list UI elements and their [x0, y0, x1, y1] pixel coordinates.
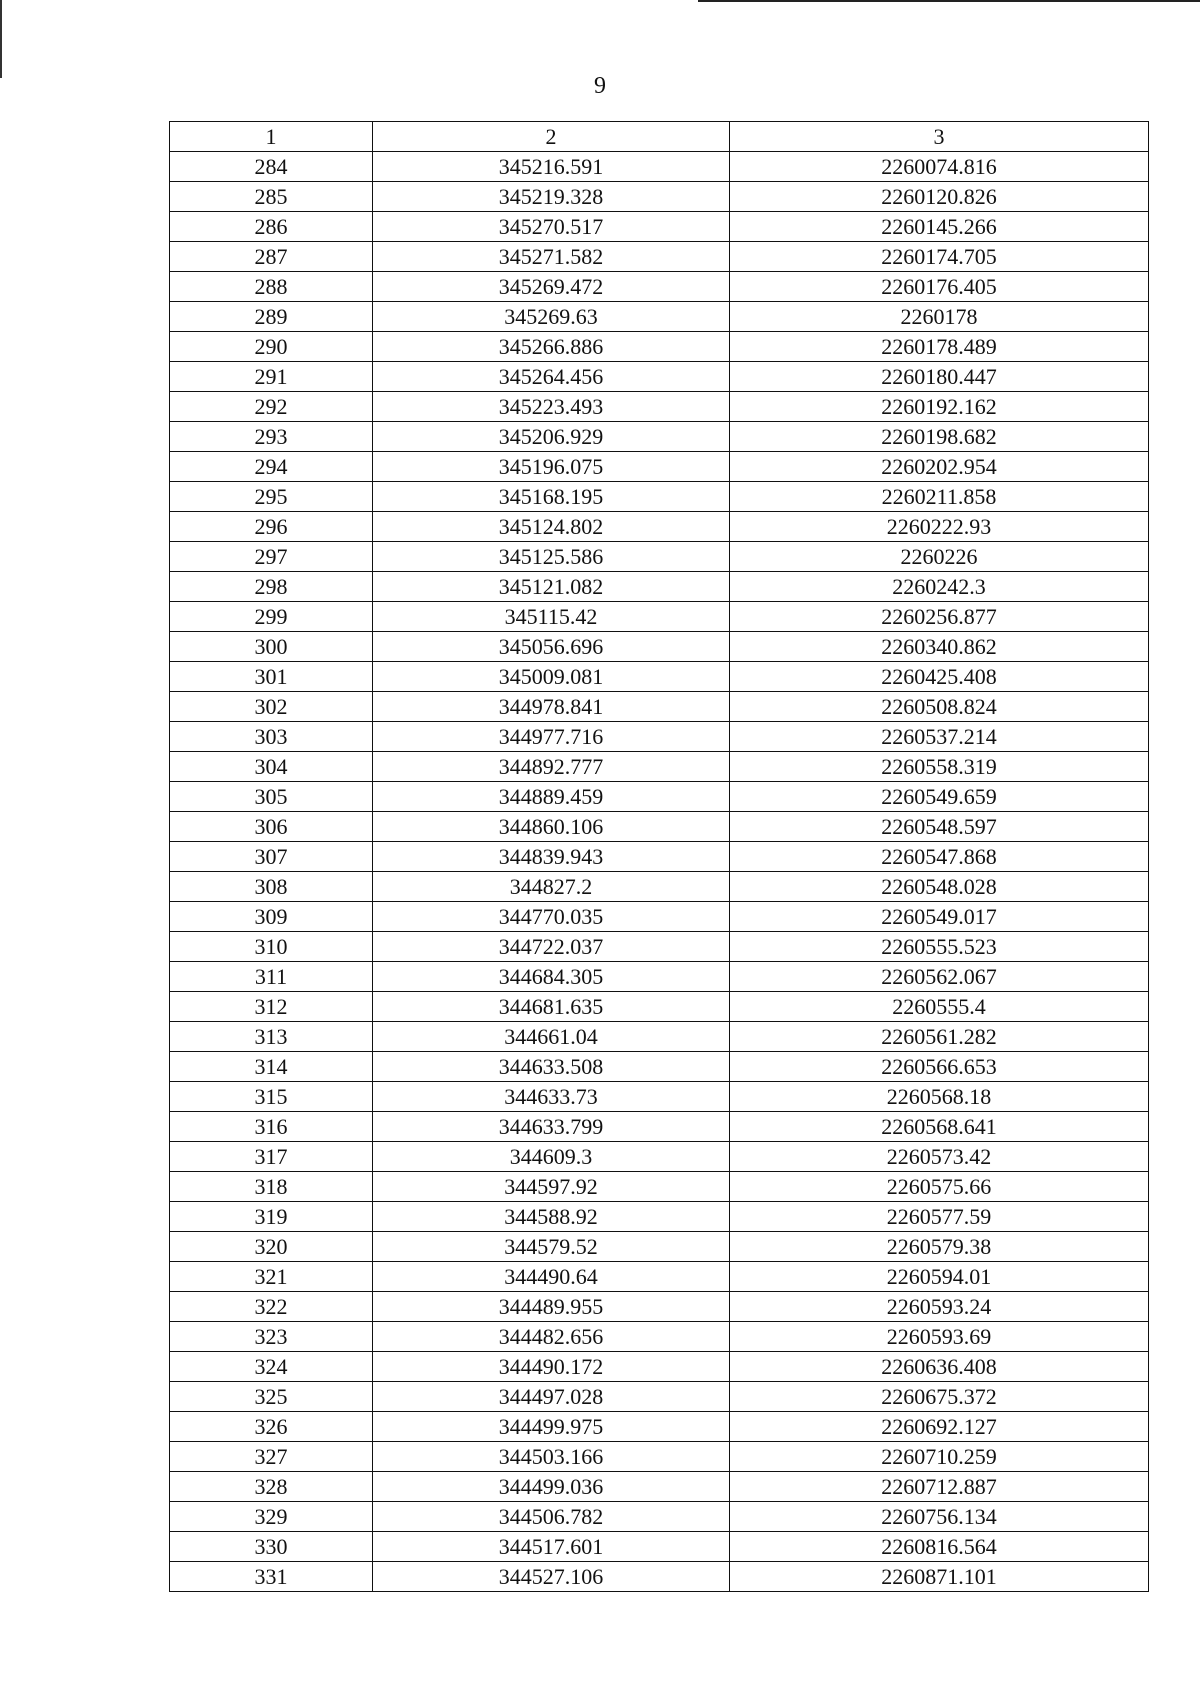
table-row [170, 542, 1149, 572]
y-coordinate-cell: 2260548.028 [730, 872, 1149, 902]
point-number-cell: 327 [170, 1442, 373, 1472]
x-coordinate-cell: 344892.777 [373, 752, 730, 782]
point-number-cell: 288 [170, 272, 373, 302]
table-row [170, 422, 1149, 452]
y-coordinate-cell: 2260816.564 [730, 1532, 1149, 1562]
point-number-cell: 328 [170, 1472, 373, 1502]
point-number-cell: 308 [170, 872, 373, 902]
table-row [170, 302, 1149, 332]
table-row [170, 1292, 1149, 1322]
x-coordinate-cell: 344482.656 [373, 1322, 730, 1352]
table-row [170, 812, 1149, 842]
table-row [170, 1082, 1149, 1112]
x-coordinate-cell: 344579.52 [373, 1232, 730, 1262]
point-number-cell: 314 [170, 1052, 373, 1082]
table-row [170, 782, 1149, 812]
table-row [170, 1142, 1149, 1172]
y-coordinate-cell: 2260710.259 [730, 1442, 1149, 1472]
x-coordinate-cell: 344588.92 [373, 1202, 730, 1232]
table-row [170, 842, 1149, 872]
y-coordinate-cell: 2260226 [730, 542, 1149, 572]
x-coordinate-cell: 345216.591 [373, 152, 730, 182]
y-coordinate-cell: 2260549.659 [730, 782, 1149, 812]
y-coordinate-cell: 2260555.4 [730, 992, 1149, 1022]
point-number-cell: 326 [170, 1412, 373, 1442]
table-row [170, 1262, 1149, 1292]
column-header-2: 2 [373, 122, 730, 152]
x-coordinate-cell: 345168.195 [373, 482, 730, 512]
table-row [170, 1052, 1149, 1082]
point-number-cell: 295 [170, 482, 373, 512]
table-row [170, 1472, 1149, 1502]
table-row [170, 1232, 1149, 1262]
x-coordinate-cell: 344506.782 [373, 1502, 730, 1532]
table-row [170, 692, 1149, 722]
y-coordinate-cell: 2260594.01 [730, 1262, 1149, 1292]
x-coordinate-cell: 344633.508 [373, 1052, 730, 1082]
table-row [170, 932, 1149, 962]
point-number-cell: 330 [170, 1532, 373, 1562]
table-row [170, 1112, 1149, 1142]
point-number-cell: 324 [170, 1352, 373, 1382]
table-row [170, 1532, 1149, 1562]
point-number-cell: 290 [170, 332, 373, 362]
top-edge-rule [698, 0, 1200, 2]
table-row [170, 482, 1149, 512]
y-coordinate-cell: 2260568.18 [730, 1082, 1149, 1112]
point-number-cell: 317 [170, 1142, 373, 1172]
x-coordinate-cell: 344499.975 [373, 1412, 730, 1442]
table-row [170, 602, 1149, 632]
y-coordinate-cell: 2260340.862 [730, 632, 1149, 662]
x-coordinate-cell: 344490.64 [373, 1262, 730, 1292]
x-coordinate-cell: 345264.456 [373, 362, 730, 392]
x-coordinate-cell: 344503.166 [373, 1442, 730, 1472]
point-number-cell: 305 [170, 782, 373, 812]
y-coordinate-cell: 2260178.489 [730, 332, 1149, 362]
table-row [170, 1352, 1149, 1382]
table-row [170, 632, 1149, 662]
x-coordinate-cell: 344633.73 [373, 1082, 730, 1112]
x-coordinate-cell: 345115.42 [373, 602, 730, 632]
table-row [170, 1172, 1149, 1202]
x-coordinate-cell: 345270.517 [373, 212, 730, 242]
point-number-cell: 291 [170, 362, 373, 392]
table-row [170, 212, 1149, 242]
point-number-cell: 294 [170, 452, 373, 482]
x-coordinate-cell: 345009.081 [373, 662, 730, 692]
page-number: 9 [594, 73, 606, 99]
y-coordinate-cell: 2260222.93 [730, 512, 1149, 542]
point-number-cell: 321 [170, 1262, 373, 1292]
point-number-cell: 285 [170, 182, 373, 212]
point-number-cell: 284 [170, 152, 373, 182]
y-coordinate-cell: 2260120.826 [730, 182, 1149, 212]
x-coordinate-cell: 345056.696 [373, 632, 730, 662]
x-coordinate-cell: 344684.305 [373, 962, 730, 992]
y-coordinate-cell: 2260242.3 [730, 572, 1149, 602]
table-row [170, 662, 1149, 692]
point-number-cell: 312 [170, 992, 373, 1022]
left-edge-rule [0, 0, 2, 78]
point-number-cell: 296 [170, 512, 373, 542]
y-coordinate-cell: 2260593.24 [730, 1292, 1149, 1322]
point-number-cell: 289 [170, 302, 373, 332]
point-number-cell: 300 [170, 632, 373, 662]
x-coordinate-cell: 344978.841 [373, 692, 730, 722]
point-number-cell: 329 [170, 1502, 373, 1532]
table-row [170, 1562, 1149, 1592]
table-row [170, 752, 1149, 782]
x-coordinate-cell: 344770.035 [373, 902, 730, 932]
table-row [170, 572, 1149, 602]
y-coordinate-cell: 2260675.372 [730, 1382, 1149, 1412]
y-coordinate-cell: 2260636.408 [730, 1352, 1149, 1382]
x-coordinate-cell: 344827.2 [373, 872, 730, 902]
table-row [170, 902, 1149, 932]
y-coordinate-cell: 2260593.69 [730, 1322, 1149, 1352]
y-coordinate-cell: 2260712.887 [730, 1472, 1149, 1502]
x-coordinate-cell: 344527.106 [373, 1562, 730, 1592]
point-number-cell: 306 [170, 812, 373, 842]
x-coordinate-cell: 344977.716 [373, 722, 730, 752]
y-coordinate-cell: 2260573.42 [730, 1142, 1149, 1172]
point-number-cell: 297 [170, 542, 373, 572]
y-coordinate-cell: 2260180.447 [730, 362, 1149, 392]
y-coordinate-cell: 2260174.705 [730, 242, 1149, 272]
y-coordinate-cell: 2260756.134 [730, 1502, 1149, 1532]
point-number-cell: 287 [170, 242, 373, 272]
y-coordinate-cell: 2260871.101 [730, 1562, 1149, 1592]
point-number-cell: 325 [170, 1382, 373, 1412]
table-row [170, 1502, 1149, 1532]
coordinates-table [169, 121, 1149, 1592]
table-row [170, 962, 1149, 992]
y-coordinate-cell: 2260198.682 [730, 422, 1149, 452]
point-number-cell: 315 [170, 1082, 373, 1112]
x-coordinate-cell: 344722.037 [373, 932, 730, 962]
table-row [170, 1022, 1149, 1052]
y-coordinate-cell: 2260547.868 [730, 842, 1149, 872]
y-coordinate-cell: 2260074.816 [730, 152, 1149, 182]
point-number-cell: 313 [170, 1022, 373, 1052]
table-row [170, 272, 1149, 302]
x-coordinate-cell: 344839.943 [373, 842, 730, 872]
x-coordinate-cell: 345196.075 [373, 452, 730, 482]
point-number-cell: 292 [170, 392, 373, 422]
y-coordinate-cell: 2260425.408 [730, 662, 1149, 692]
point-number-cell: 318 [170, 1172, 373, 1202]
point-number-cell: 301 [170, 662, 373, 692]
point-number-cell: 316 [170, 1112, 373, 1142]
y-coordinate-cell: 2260577.59 [730, 1202, 1149, 1232]
y-coordinate-cell: 2260568.641 [730, 1112, 1149, 1142]
point-number-cell: 331 [170, 1562, 373, 1592]
y-coordinate-cell: 2260692.127 [730, 1412, 1149, 1442]
x-coordinate-cell: 344661.04 [373, 1022, 730, 1052]
column-header-1: 1 [170, 122, 373, 152]
point-number-cell: 320 [170, 1232, 373, 1262]
y-coordinate-cell: 2260548.597 [730, 812, 1149, 842]
x-coordinate-cell: 344517.601 [373, 1532, 730, 1562]
coordinates-table-body [170, 122, 1149, 1592]
column-header-3: 3 [730, 122, 1149, 152]
point-number-cell: 286 [170, 212, 373, 242]
x-coordinate-cell: 345219.328 [373, 182, 730, 212]
x-coordinate-cell: 345269.63 [373, 302, 730, 332]
point-number-cell: 303 [170, 722, 373, 752]
table-row [170, 332, 1149, 362]
table-row [170, 152, 1149, 182]
x-coordinate-cell: 344497.028 [373, 1382, 730, 1412]
point-number-cell: 319 [170, 1202, 373, 1232]
point-number-cell: 322 [170, 1292, 373, 1322]
y-coordinate-cell: 2260558.319 [730, 752, 1149, 782]
y-coordinate-cell: 2260562.067 [730, 962, 1149, 992]
x-coordinate-cell: 344889.459 [373, 782, 730, 812]
x-coordinate-cell: 344860.106 [373, 812, 730, 842]
table-row [170, 392, 1149, 422]
x-coordinate-cell: 345223.493 [373, 392, 730, 422]
y-coordinate-cell: 2260579.38 [730, 1232, 1149, 1262]
table-row [170, 452, 1149, 482]
y-coordinate-cell: 2260508.824 [730, 692, 1149, 722]
x-coordinate-cell: 344681.635 [373, 992, 730, 1022]
y-coordinate-cell: 2260256.877 [730, 602, 1149, 632]
point-number-cell: 293 [170, 422, 373, 452]
x-coordinate-cell: 345121.082 [373, 572, 730, 602]
y-coordinate-cell: 2260537.214 [730, 722, 1149, 752]
x-coordinate-cell: 344633.799 [373, 1112, 730, 1142]
y-coordinate-cell: 2260192.162 [730, 392, 1149, 422]
y-coordinate-cell: 2260202.954 [730, 452, 1149, 482]
y-coordinate-cell: 2260549.017 [730, 902, 1149, 932]
x-coordinate-cell: 345269.472 [373, 272, 730, 302]
table-row [170, 1382, 1149, 1412]
point-number-cell: 323 [170, 1322, 373, 1352]
x-coordinate-cell: 344490.172 [373, 1352, 730, 1382]
x-coordinate-cell: 344489.955 [373, 1292, 730, 1322]
y-coordinate-cell: 2260145.266 [730, 212, 1149, 242]
x-coordinate-cell: 345125.586 [373, 542, 730, 572]
table-row [170, 872, 1149, 902]
y-coordinate-cell: 2260561.282 [730, 1022, 1149, 1052]
table-header-row [170, 122, 1149, 152]
point-number-cell: 309 [170, 902, 373, 932]
x-coordinate-cell: 345266.886 [373, 332, 730, 362]
point-number-cell: 302 [170, 692, 373, 722]
table-row [170, 242, 1149, 272]
point-number-cell: 310 [170, 932, 373, 962]
y-coordinate-cell: 2260566.653 [730, 1052, 1149, 1082]
x-coordinate-cell: 345206.929 [373, 422, 730, 452]
table-row [170, 992, 1149, 1022]
x-coordinate-cell: 345271.582 [373, 242, 730, 272]
x-coordinate-cell: 344499.036 [373, 1472, 730, 1502]
x-coordinate-cell: 345124.802 [373, 512, 730, 542]
y-coordinate-cell: 2260178 [730, 302, 1149, 332]
table-row [170, 1202, 1149, 1232]
table-row [170, 1442, 1149, 1472]
table-row [170, 182, 1149, 212]
table-row [170, 722, 1149, 752]
point-number-cell: 299 [170, 602, 373, 632]
y-coordinate-cell: 2260211.858 [730, 482, 1149, 512]
y-coordinate-cell: 2260176.405 [730, 272, 1149, 302]
table-row [170, 1412, 1149, 1442]
point-number-cell: 307 [170, 842, 373, 872]
point-number-cell: 298 [170, 572, 373, 602]
y-coordinate-cell: 2260555.523 [730, 932, 1149, 962]
x-coordinate-cell: 344597.92 [373, 1172, 730, 1202]
point-number-cell: 311 [170, 962, 373, 992]
point-number-cell: 304 [170, 752, 373, 782]
table-row [170, 512, 1149, 542]
table-row [170, 362, 1149, 392]
table-row [170, 1322, 1149, 1352]
y-coordinate-cell: 2260575.66 [730, 1172, 1149, 1202]
x-coordinate-cell: 344609.3 [373, 1142, 730, 1172]
